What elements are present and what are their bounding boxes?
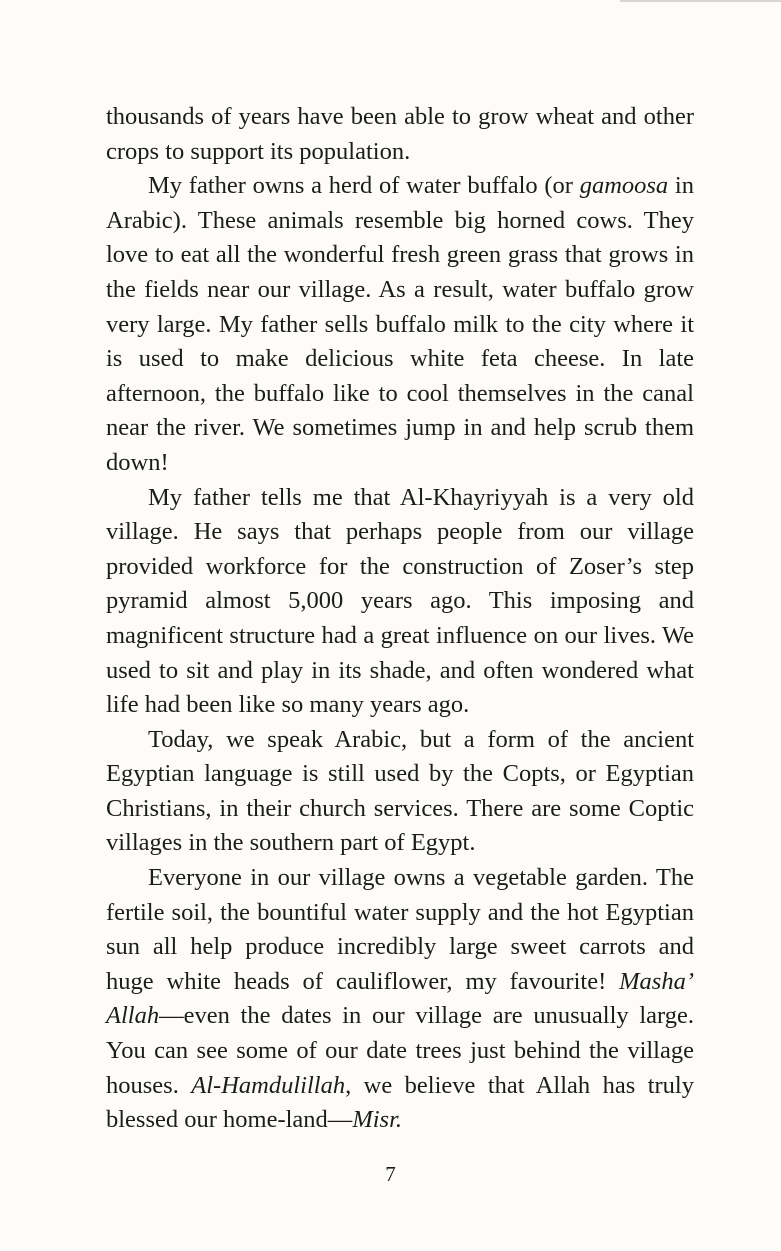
paragraph-2 bbox=[106, 169, 694, 480]
paragraph-3-text: My father tells me that Al-Khayriyyah is a very old village. He says that perhaps people from our village provided workforce for the construction of Zoser’s step pyramid almost 5,000 years ago. This imposing and magnificent structure had a great influence on our lives. We used to sit and play in its shade, and often wondered what life had been like so many years ago. bbox=[106, 483, 694, 719]
paragraph-5-text: Everyone in our village owns a vegetable garden. The fertile soil, the bountiful water supply and the hot Egyptian sun all help produce incredibly large sweet carrots and huge white heads of cauliflower, my favourite! bbox=[106, 864, 694, 995]
paragraph-2-italic-term: gamoosa bbox=[579, 172, 669, 200]
paragraph-2-text-cont: in Arabic). These animals resemble big horned cows. They love to eat all the wonderful fresh green grass that grows in the fields near our village. As a result, water buffalo grow very large. My father sells buffalo milk to the city where it is used to make delicious white feta cheese. In late afternoon, the buffalo like to cool themselves in the canal near the river. We sometimes jump in and help scrub them down! bbox=[106, 172, 694, 476]
paragraph-2-text: My father owns a herd of water buffalo (or bbox=[148, 172, 580, 200]
paragraph-1 bbox=[106, 100, 694, 169]
paragraph-1-text: thousands of years have been able to grow wheat and other crops to support its population. bbox=[106, 103, 694, 165]
paragraph-5-italic-masha-allah: Masha’ Allah bbox=[106, 967, 694, 1030]
paragraph-3 bbox=[106, 481, 694, 723]
paragraph-4-text: Today, we speak Arabic, but a form of the ancient Egyptian language is still used by the Copts, or Egyptian Christians, in their church services. There are some Coptic villages in the southern part of Egypt. bbox=[106, 725, 694, 857]
paragraph-5-italic-misr: Misr. bbox=[352, 1106, 403, 1134]
paragraph-5-text-cont: —even the dates in our village are unusually large. You can see some of our date trees just behind the village houses. bbox=[106, 1002, 694, 1099]
body-text bbox=[106, 100, 694, 1138]
paragraph-5-text-cont-2: , we believe that Allah has truly blessed our home-land— bbox=[106, 1071, 694, 1134]
top-edge-rule bbox=[620, 0, 781, 2]
paragraph-5-italic-al-hamdulillah: Al-Hamdulillah bbox=[191, 1071, 346, 1099]
paragraph-4 bbox=[106, 723, 694, 861]
paragraph-5 bbox=[106, 861, 694, 1138]
page-number: 7 bbox=[385, 1162, 396, 1186]
